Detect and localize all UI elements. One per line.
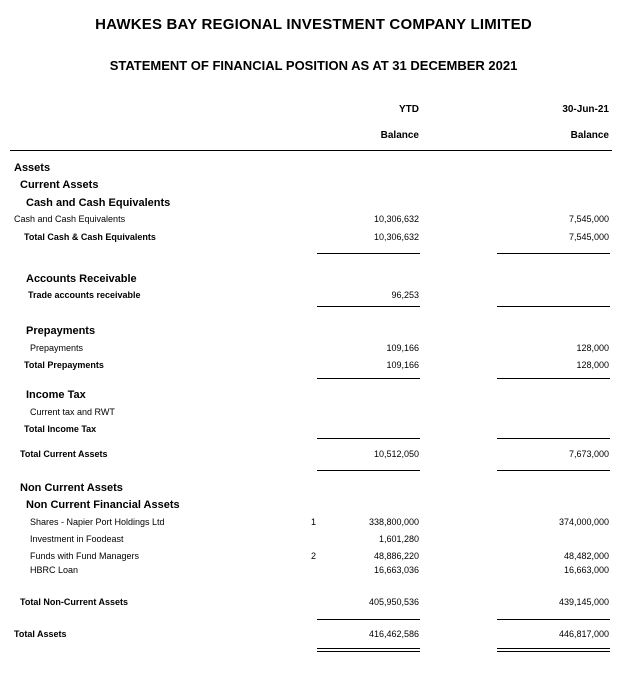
total-cash-prior: 7,545,000 [568,232,609,242]
total-assets-ytd-rule-2 [317,651,420,652]
prior-balance-header: Balance [570,130,609,141]
funds-prior: 48,482,000 [563,551,609,561]
funds-note: 2 [310,551,316,561]
prior-column-header: 30-Jun-21 [562,104,609,115]
ytd-column-header: YTD [399,104,419,115]
napier-label: Shares - Napier Port Holdings Ltd [30,517,165,527]
current-assets-heading: Current Assets [20,179,99,191]
total-noncurrent-prior-rule [497,619,610,620]
hbrc-ytd: 16,663,036 [373,565,419,575]
current-tax-label: Current tax and RWT [30,407,115,417]
foodeast-ytd: 1,601,280 [378,534,419,544]
total-cash-ytd: 10,306,632 [373,232,419,242]
total-cash-ytd-rule [317,253,420,254]
ytd-balance-header: Balance [380,130,419,141]
total-prepay-ytd-rule [317,378,420,379]
prepay-ytd: 109,166 [386,343,419,353]
total-tax-ytd-rule [317,438,420,439]
total-cash-prior-rule [497,253,610,254]
total-current-prior-rule [497,470,610,471]
total-current-ytd-rule [317,470,420,471]
ncfa-heading: Non Current Financial Assets [26,499,180,511]
total-prepay-prior-rule [497,378,610,379]
cash-ytd: 10,306,632 [373,214,419,224]
total-current-ytd: 10,512,050 [373,449,419,459]
trade-ar-ytd: 96,253 [391,290,419,300]
total-assets-prior: 446,817,000 [558,629,609,639]
napier-ytd: 338,800,000 [368,517,419,527]
tax-group-heading: Income Tax [26,389,86,401]
hbrc-prior: 16,663,000 [563,565,609,575]
statement-title: STATEMENT OF FINANCIAL POSITION AS AT 31 DECEMBER 2021 [109,58,518,73]
total-noncurrent-ytd: 405,950,536 [368,597,419,607]
total-noncurrent-prior: 439,145,000 [558,597,609,607]
total-current-label: Total Current Assets [20,449,108,459]
total-assets-prior-rule-1 [497,648,610,649]
total-assets-ytd: 416,462,586 [368,629,419,639]
total-noncurrent-ytd-rule [317,619,420,620]
assets-heading: Assets [14,162,51,174]
cash-prior: 7,545,000 [568,214,609,224]
total-assets-ytd-rule-1 [317,648,420,649]
trade-ar-ytd-rule [317,306,420,307]
trade-ar-prior-rule [497,306,610,307]
cash-label: Cash and Cash Equivalents [14,214,126,224]
non-current-heading: Non Current Assets [20,482,123,494]
total-noncurrent-label: Total Non-Current Assets [20,597,129,607]
hbrc-label: HBRC Loan [30,565,79,575]
funds-label: Funds with Fund Managers [30,551,140,561]
total-cash-label: Total Cash & Cash Equivalents [24,232,156,242]
total-prepay-ytd: 109,166 [386,360,419,370]
company-title: HAWKES BAY REGIONAL INVESTMENT COMPANY LIMITED [95,16,532,33]
header-divider [10,150,612,151]
total-assets-prior-rule-2 [497,651,610,652]
total-prepay-prior: 128,000 [576,360,609,370]
trade-ar-label: Trade accounts receivable [28,290,141,300]
prepay-group-heading: Prepayments [26,325,96,337]
total-prepay-label: Total Prepayments [24,360,104,370]
total-current-prior: 7,673,000 [568,449,609,459]
prepay-prior: 128,000 [576,343,609,353]
napier-note: 1 [310,517,316,527]
total-assets-label: Total Assets [14,629,67,639]
foodeast-label: Investment in Foodeast [30,534,124,544]
ar-group-heading: Accounts Receivable [26,273,137,285]
napier-prior: 374,000,000 [558,517,609,527]
total-tax-prior-rule [497,438,610,439]
cash-group-heading: Cash and Cash Equivalents [26,197,171,209]
funds-ytd: 48,886,220 [373,551,419,561]
prepay-label: Prepayments [30,343,84,353]
total-tax-label: Total Income Tax [24,424,97,434]
